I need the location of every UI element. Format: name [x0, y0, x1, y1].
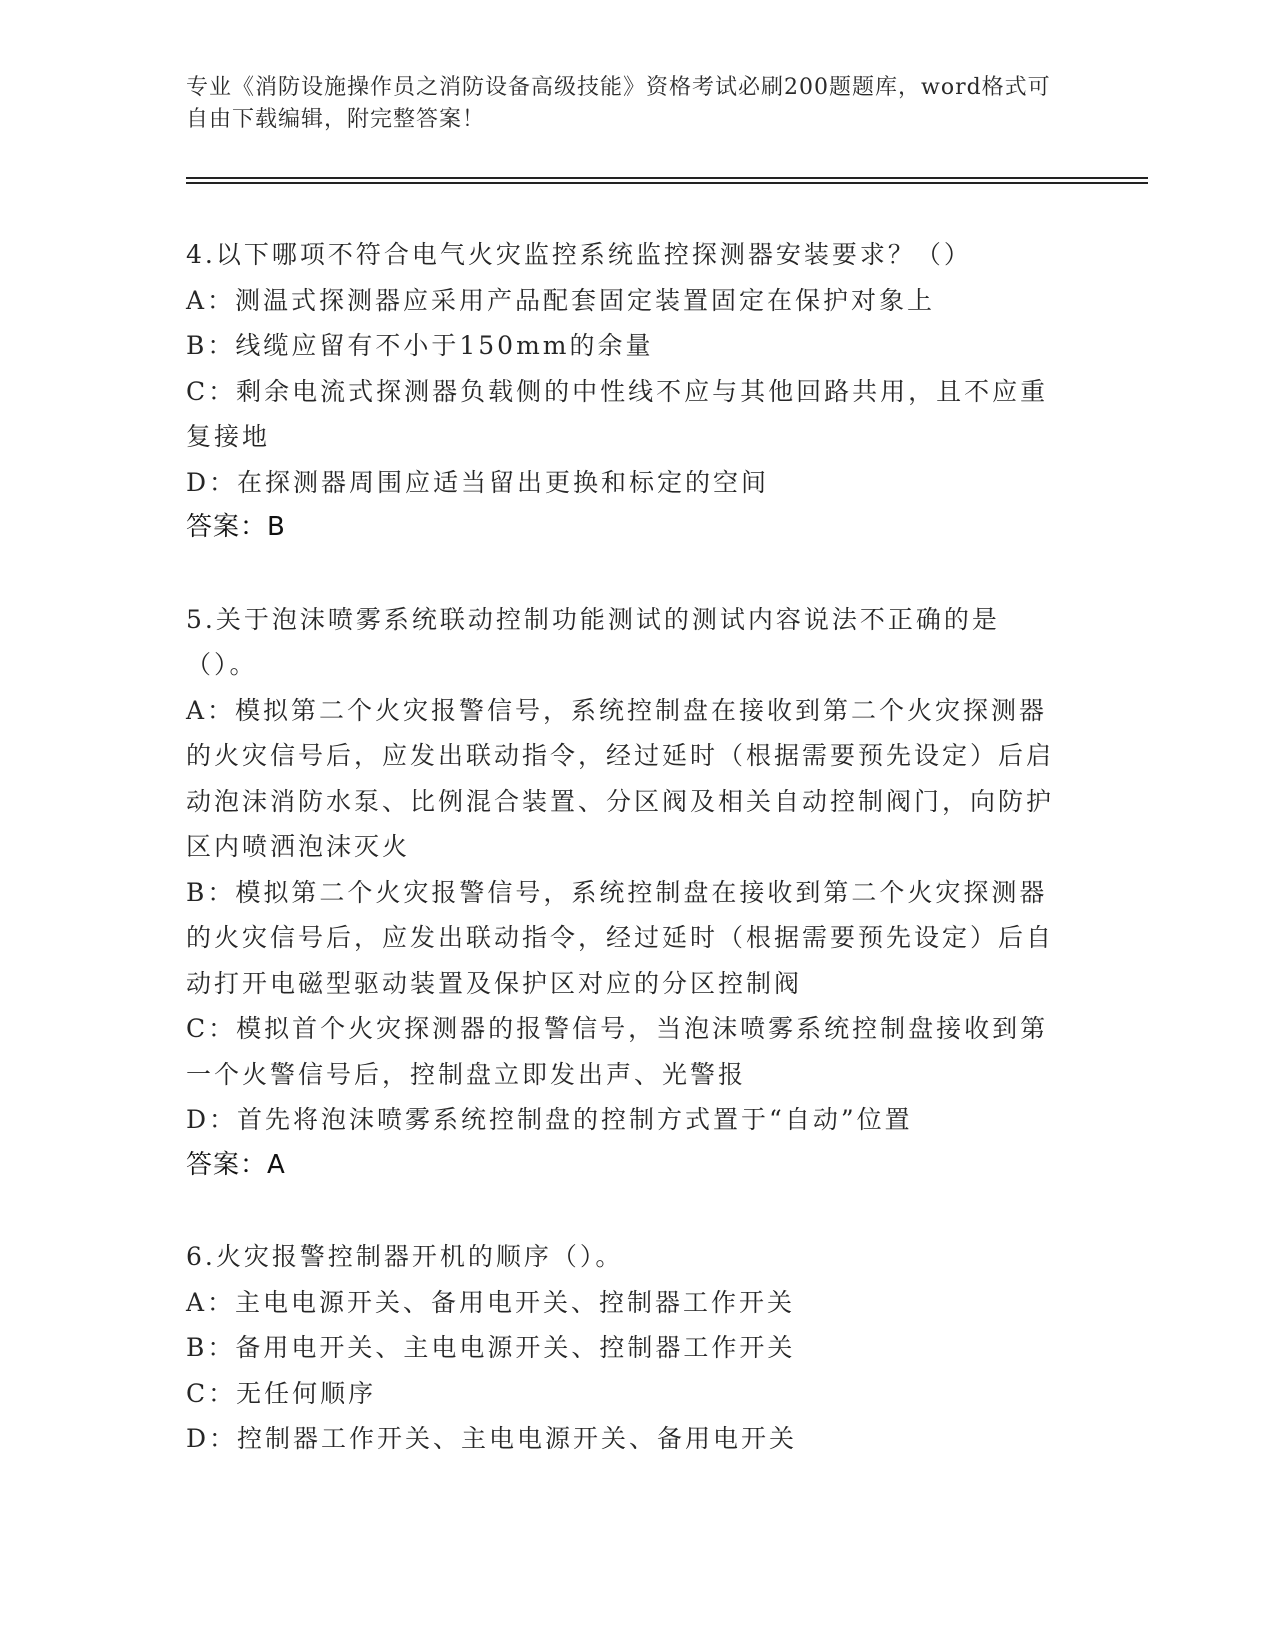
- header-rule-bottom: [186, 182, 1148, 184]
- answer-label: 答案：A: [186, 1149, 286, 1180]
- header-text: 专业《消防设施操作员之消防设备高级技能》资格考试必刷200题题库，word格式可自由下载编辑，附完整答案！: [186, 75, 1051, 132]
- question-5: [186, 597, 1066, 1189]
- question-stem: 4.以下哪项不符合电气火灾监控系统监控探测器安装要求？（）: [186, 240, 972, 269]
- option-a: A：模拟第二个火灾报警信号，系统控制盘在接收到第二个火灾探测器的火灾信号后，应发出联动指令，经过延时（根据需要预先设定）后启动泡沫消防水泵、比例混合装置、分区阀及相关自动控制阀门，向防护区内喷洒泡沫灭火: [186, 695, 1055, 861]
- question-list: [186, 232, 1066, 1508]
- option-a: A：测温式探测器应采用产品配套固定装置固定在保护对象上: [186, 285, 936, 315]
- question-stem: 5.关于泡沫喷雾系统联动控制功能测试的测试内容说法不正确的是（）。: [186, 604, 1000, 679]
- option-d: D：首先将泡沫喷雾系统控制盘的控制方式置于“自动”位置: [186, 1105, 913, 1134]
- question-4: [186, 232, 1066, 551]
- answer-label: 答案：B: [186, 512, 286, 542]
- option-c: C：无任何顺序: [186, 1378, 377, 1408]
- option-d: D：控制器工作开关、主电电源开关、备用电开关: [186, 1424, 798, 1453]
- question-stem: 6.火灾报警控制器开机的顺序（）。: [186, 1242, 624, 1271]
- option-b: B：备用电开关、主电电源开关、控制器工作开关: [186, 1333, 796, 1362]
- option-c: C：剩余电流式探测器负载侧的中性线不应与其他回路共用，且不应重复接地: [186, 376, 1049, 451]
- option-d: D：在探测器周围应适当留出更换和标定的空间: [186, 467, 770, 497]
- option-a: A：主电电源开关、备用电开关、控制器工作开关: [186, 1287, 796, 1317]
- header-rule-top: [186, 177, 1148, 179]
- option-b: B：模拟第二个火灾报警信号，系统控制盘在接收到第二个火灾探测器的火灾信号后，应发出联动指令，经过延时（根据需要预先设定）后自动打开电磁型驱动装置及保护区对应的分区控制阀: [186, 877, 1055, 998]
- document-header: [186, 72, 1066, 136]
- option-b: B：线缆应留有不小于150mm的余量: [186, 331, 654, 360]
- option-c: C：模拟首个火灾探测器的报警信号，当泡沫喷雾系统控制盘接收到第一个火警信号后，控制盘立即发出声、光警报: [186, 1014, 1049, 1089]
- question-6: [186, 1234, 1066, 1462]
